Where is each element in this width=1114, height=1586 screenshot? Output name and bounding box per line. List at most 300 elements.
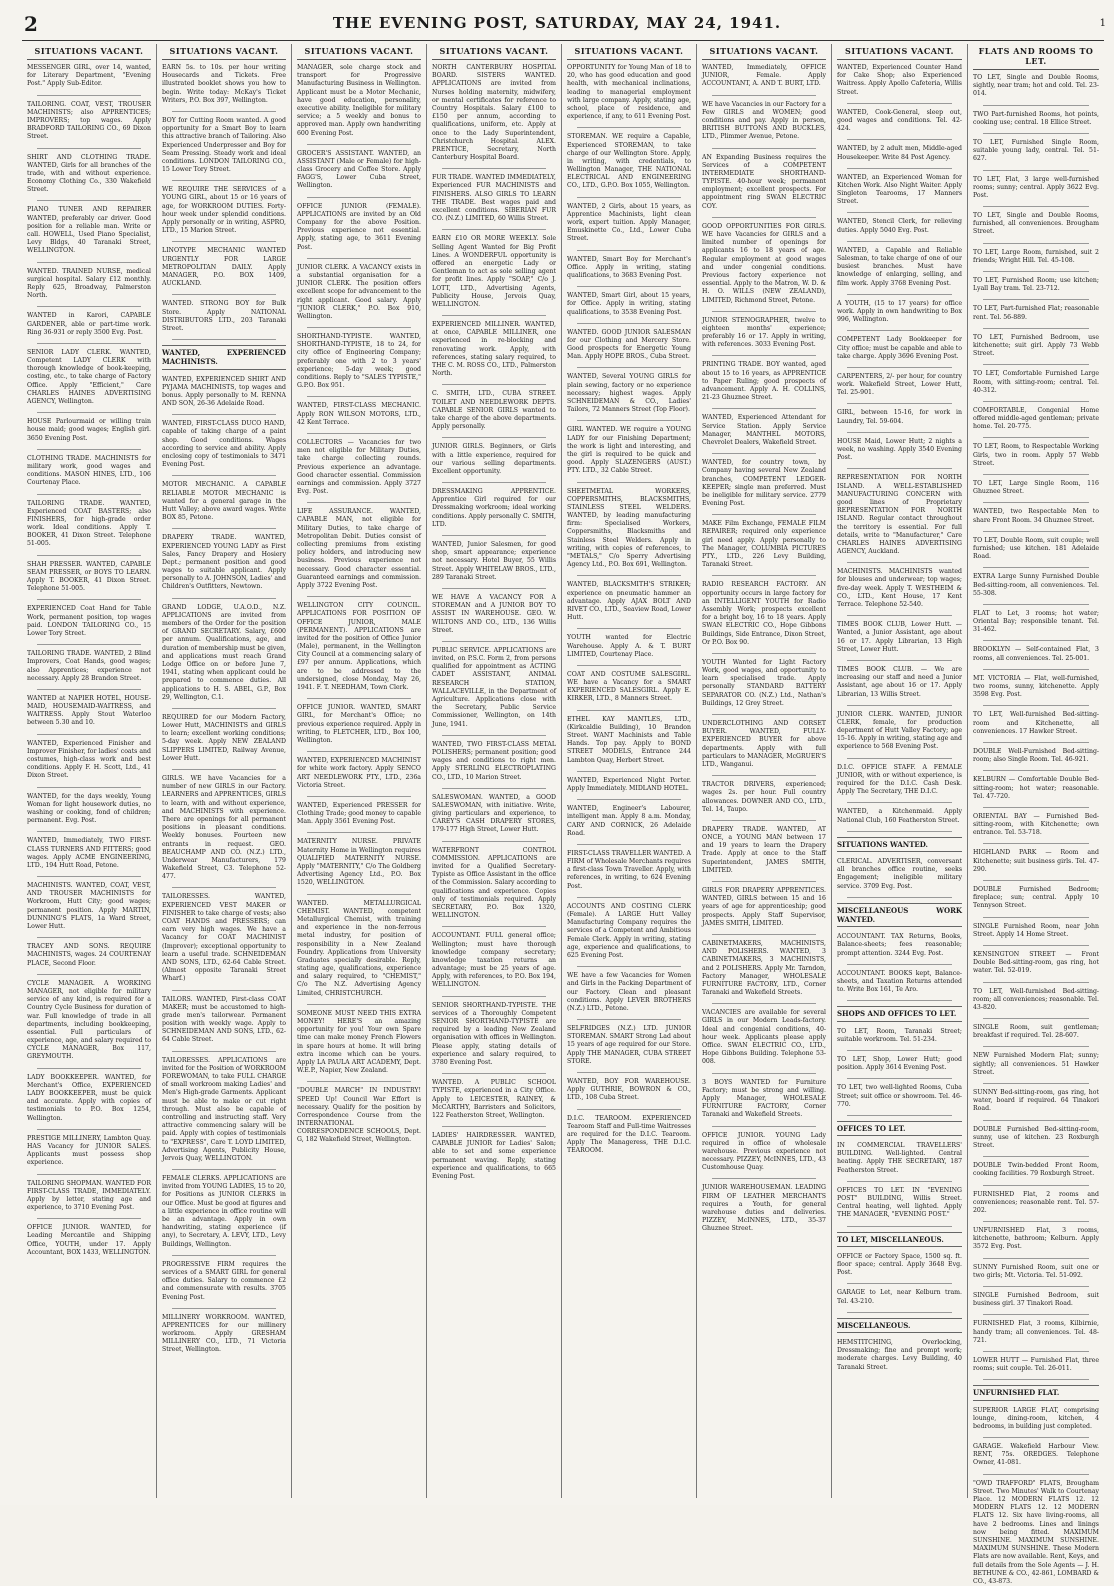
ad-separator: [172, 414, 276, 415]
classified-ad: CARPENTERS, 2/- per hour, for country work. Wakefield Street, Lower Hutt, Tel. 25-901.: [837, 372, 962, 397]
classified-ad: WANTED, TWO FIRST-CLASS METAL POLISHERS; permanent position; good wages and conditions to right men. Apply STERLING ELECTROPLATING CO., LTD., 10 Marion Street.: [432, 740, 556, 781]
classified-ad: TAILORING. COAT, VEST, TROUSER MACHINISTS; also APPRENTICES; IMPROVERS; top wages. Apply BRADFORD TAILORING CO., 69 Dixon Street.: [27, 100, 151, 141]
classified-ad: WANTED, Immediately, OFFICE JUNIOR, Female. Apply ACCOUNTANT, A. AND T. BURT, LTD.: [702, 64, 826, 88]
ad-separator: [983, 531, 1089, 532]
ad-separator: [847, 294, 952, 295]
classified-ad: DRAPERY TRADE. WANTED, AT ONCE, a YOUNG MAN between 17 and 19 years to learn the Drapery Trade. Apply at once to the Staff Superintendent, JAMES SMITH, LIMITED.: [702, 825, 826, 874]
ad-separator: [712, 653, 816, 654]
classified-ad: HEMSTITCHING, Overlocking, Dressmaking; fine and prompt work; moderate charges. Levy Building, 40 Taranaki Street.: [837, 1339, 962, 1371]
section-heading: SITUATIONS WANTED.: [837, 837, 962, 852]
ad-separator: [37, 1218, 141, 1219]
ad-separator: [172, 598, 276, 599]
classified-ad: HOUSE Parlourmaid or willing train house maid; good wages; English girl. 3650 Evening Post.: [27, 418, 151, 442]
column-5: [562, 44, 697, 1498]
ad-separator: [983, 982, 1089, 983]
classified-ad: JUNIOR GIRLS. Beginners, or Girls with a little experience, required for our various selling departments. Excellent opportunity.: [432, 443, 556, 475]
classified-ad: TO LET, Large Room, furnished, suit 2 friends; Wright Hill. Tel. 45-108.: [973, 248, 1099, 264]
classified-ad: REPRESENTATION FOR NORTH ISLAND. A WELL-ESTABLISHED MANUFACTURING CONCERN with good lines of Proprietary REPRESENTATION FOR NORTH ISLAND. Regular contact throughout the territory is essential. For full details, write to "Manufacturer," Care CHARLES HAINES ADVERTISING AGENCY, Auckland.: [837, 474, 962, 556]
classified-ad: FIRST-CLASS TRAVELLER WANTED. A FIRM of Wholesale Merchants requires a first-class Town Traveller. Apply, with references, in writing, to 624 Evening Post.: [567, 849, 691, 890]
classified-ad: HOUSE Maid, Lower Hutt; 2 nights a week, no washing. Apply 3540 Evening Post.: [837, 437, 962, 462]
ad-separator: [307, 596, 411, 597]
ad-separator: [307, 502, 411, 503]
classified-ad: WANTED, Cook-General, sleep out, good wages and conditions. Tel. 42-424.: [837, 108, 962, 133]
classified-ad: CABINETMAKERS, MACHINISTS, AND POLISHERS. WANTED, 3 CABINETMAKERS, 3 MACHINISTS, and 2 POLISHERS. Apply Mr. Tarndon, Factory Manager, WHOLESALE FURNITURE FACTORY, LTD., Corner Taranaki and Wakefield Streets.: [702, 939, 826, 997]
ad-separator: [983, 1258, 1089, 1259]
ad-separator: [712, 881, 816, 882]
classified-ad: COLLECTORS — Vacancies for two men not eligible for Military Duties, take charge collecting rounds. Previous experience an advantage. Good character essential. Commission earnings and commission. Apply 3727 Evg. Post.: [297, 438, 421, 496]
ad-separator: [442, 735, 546, 736]
ad-separator: [983, 1474, 1089, 1475]
ad-separator: [442, 641, 546, 642]
classified-ad: MT. VICTORIA — Flat, well-furnished, two rooms, sunny, kitchenette. Apply 3598 Evg. Post.: [973, 674, 1099, 699]
ad-separator: [983, 206, 1089, 207]
ad-separator: [307, 396, 411, 397]
classified-ad: TAILORESSES. APPLICATIONS are invited for the Position of WORKROOM FOREWOMAN, to take FULL CHARGE of small workroom making Ladies' and Men's High-grade Garments. Applicant must be able to make or cut right through. Must also be capable of controlling and instructing staff. Very attractive commencing salary will be paid. Apply with copies of testimonials to "EXPRESS", Care T. LOYD LIMITED, Advertising Agents, Publicity House, Jervois Quay, WELLINGTON.: [162, 1056, 286, 1162]
classified-ad: D.I.C. TEAROOM. EXPERIENCED Tearoom Staff and Full-time Waitresses are required for the D.I.C. Tearoom. Apply The Manageress, THE D.I.C. TEAROOM.: [567, 1114, 691, 1155]
section-heading: TO LET, MISCELLANEOUS.: [837, 1232, 962, 1247]
classified-ad: KENSINGTON STREET — Front Double Bed-sitting-room, gas ring, hot water. Tel. 52-019.: [973, 950, 1099, 975]
ad-separator: [37, 200, 141, 201]
ad-separator: [847, 103, 952, 104]
ad-separator: [577, 1109, 681, 1110]
classified-ad: JUNIOR STENOGRAPHER, twelve to eighteen months' experience; preferably 16 or 17. Apply in writing, with references. 3033 Evening Post.: [702, 316, 826, 349]
ad-separator: [847, 1078, 952, 1079]
ad-separator: [983, 604, 1089, 605]
classified-ad: TAILORS. WANTED, First-class COAT MAKER; must be accustomed to high-grade men's tailorwear. Permanent position with weekly wage. Apply to SCHNEIDEMAN AND SONS, LTD., 62-64 Cable Street.: [162, 995, 286, 1044]
classified-ad: TAILORING TRADE. WANTED, Experienced COAT BASTERS; also FINISHERS, for high-grade order work. Ideal conditions. Apply T. BOOKER, 41 Dixon Street. Telephone 51-005.: [27, 499, 151, 548]
classified-ad: PIANO TUNER AND REPAIRER WANTED, preferably car driver. Good position for a reliable man. Write or call. HOWELL, Used Piano Specialist, Levy Bldgs, 40 Taranaki Street, WELLINGTON.: [27, 206, 151, 255]
ad-separator: [847, 330, 952, 331]
corner-mark: 1: [1099, 18, 1106, 29]
classified-ad: GRAND LODGE, U.A.O.D., N.Z. APPLICATIONS are invited from members of the Order for the position of GRAND SECRETARY. Salary, £600 per annum. Qualifications, age, and duration of membership must be given, and applications must reach Grand Lodge Office on or before June 7, 1941, stating when applicant could be prepared to commence duties. All applications to H. S. ABEL, G.P., Box 29, Wellington, C.1.: [162, 603, 286, 701]
classified-ad: IN COMMERCIAL TRAVELLERS' BUILDING. Well-lighted. Central heating. Apply THE SECRETARY, 187 Featherston Street.: [837, 1142, 962, 1174]
classified-ad: DRESSMAKING APPRENTICE. Apprentice Girl required for our Dressmaking workroom; ideal working conditions. Apply personally C. SMITH, LTD.: [432, 488, 556, 528]
column-heading: SITUATIONS VACANT.: [297, 44, 421, 60]
classified-ad: YOUTH wanted for Electric Warehouse. Apply A. & T. BURT LIMITED, Courtenay Place.: [567, 634, 691, 658]
ad-separator: [577, 420, 681, 421]
column-8: [968, 44, 1104, 1585]
ad-separator: [307, 1004, 411, 1005]
ad-separator: [442, 926, 546, 927]
ad-separator: [442, 482, 546, 483]
ad-separator: [847, 432, 952, 433]
ad-separator: [712, 311, 816, 312]
ad-list: [432, 64, 556, 1181]
classified-ad: TIMES BOOK CLUB, Lower Hutt. — Wanted, a Junior Assistant, age about 16 or 17. Apply Librarian, 13 High Street, Lower Hutt.: [837, 621, 962, 653]
ad-separator: [847, 758, 952, 759]
ad-separator: [847, 1115, 952, 1116]
classified-ad: WANTED, 2 Girls, about 15 years, as Apprentice Machinists, light clean work, expert tuition. Apply Manager, Emuskinette Co., Ltd., Lower Cuba Street.: [567, 202, 691, 243]
ad-separator: [172, 887, 276, 888]
ad-separator: [712, 95, 816, 96]
classified-ad: TO LET, Well-furnished Bed-sitting-room; all conveniences; reasonable. Tel. 43-820.: [973, 987, 1099, 1011]
ad-separator: [37, 937, 141, 938]
classified-ad: SUNNY Bed-sitting-room, gas ring, hot water, board if required. 64 Tinakori Road.: [973, 1089, 1099, 1113]
classified-ad: PUBLIC SERVICE. APPLICATIONS are invited, on P.S.C. Form 2, from persons qualified for appointment as ACTING CADET ASSISTANT, ANIMAL RESEARCH STATION, WALLACEVILLE, in the Department of Agriculture. Applications close with the Secretary, Public Service Commissioner, Wellington, on 14th June, 1941.: [432, 646, 556, 728]
classified-ad: GROCER'S ASSISTANT. WANTED, an ASSISTANT (Male or Female) for high-class Grocery and Coffee Store. Apply FAGG'S, Lower Cuba Street, Wellington.: [297, 149, 421, 190]
ad-separator: [847, 241, 952, 242]
classified-ad: FURNISHED Flat, 2 rooms and conveniences; reasonable rent. Tel. 57-202.: [973, 1190, 1099, 1214]
ad-separator: [983, 133, 1089, 134]
ad-separator: [577, 897, 681, 898]
ad-separator: [307, 796, 411, 797]
ad-separator: [983, 1046, 1089, 1047]
ad-separator: [983, 669, 1089, 670]
ad-separator: [172, 990, 276, 991]
ad-separator: [577, 799, 681, 800]
classified-ad: SINGLE Furnished Room, near John Street. Apply 14 Home Street.: [973, 922, 1099, 938]
ad-separator: [307, 751, 411, 752]
classified-ad: SOMEONE MUST NEED THIS EXTRA MONEY! HERE'S an amazing opportunity for you! Your own Spare time can make money French Flowers in spare hours at home. It will bring extra income which can be yours. Apply LA PAULA ART ACADEMY, Dept. W.E.P., Napier, New Zealand.: [297, 1009, 421, 1075]
ad-separator: [307, 144, 411, 145]
column-heading: SITUATIONS VACANT.: [837, 44, 962, 60]
ad-separator: [442, 788, 546, 789]
ad-separator: [847, 897, 952, 898]
ad-separator: [847, 1283, 952, 1284]
classified-ad: TIMES BOOK CLUB. — We are increasing our staff and need a Junior Assistant, age about 16 or 17. Apply Librarian, 13 Willis Street.: [837, 665, 962, 698]
classified-ad: SENIOR LADY CLERK. WANTED, Competent LADY CLERK with thorough knowledge of book-keeping, costing, etc., to take charge of Factory Office. Apply "Efficient," Care CHARLES HAINES ADVERTISING AGENCY, Wellington.: [27, 348, 151, 405]
classified-ad: SALESWOMAN. WANTED, a GOOD SALESWOMAN, with initiative. Write, giving particulars and experience, to CAREY'S CASH DRAPERY STORES, 179-177 High Street, Lower Hutt.: [432, 793, 556, 834]
column-heading: SITUATIONS VACANT.: [162, 44, 286, 60]
classified-ad: EXTRA Large Sunny Furnished Double Bed-sitting-room, all conveniences. Tel. 55-308.: [973, 573, 1099, 597]
ad-separator: [847, 705, 952, 706]
classified-ad: WANTED, Stencil Clerk, for relieving duties. Apply 5040 Evg. Post.: [837, 218, 962, 234]
ad-separator: [577, 1019, 681, 1020]
ad-separator: [37, 555, 141, 556]
classified-ad: ACCOUNTANT. FULL general office; Wellington; must have thorough knowledge company secretary; knowledge taxation returns an advantage; must be 25 years of age. Apply, with references, to P.O. Box 194, WELLINGTON.: [432, 932, 556, 989]
ad-separator: [983, 1314, 1089, 1315]
classified-ad: SINGLE Furnished Bedroom, suit business girl. 37 Tinakori Road.: [973, 1292, 1099, 1308]
ad-separator: [847, 562, 952, 563]
ad-separator: [983, 945, 1089, 946]
ad-separator: [983, 299, 1089, 300]
classified-ad: COMPETENT Lady Bookkeeper for City office; must be capable and able to take charge. Apply 3696 Evening Post.: [837, 336, 962, 360]
ad-separator: [983, 917, 1089, 918]
ad-list: [702, 64, 826, 1234]
classified-ad: WANTED, Experienced PRESSER for Clothing Trade; good money to capable Man. Apply 3561 Evening Post.: [297, 801, 421, 826]
classified-ad: DOUBLE Well-Furnished Bed-sitting-room; also Single Room. Tel. 46-921.: [973, 747, 1099, 764]
classified-ad: SHEETMETAL WORKERS, COPPERSMITHS, BLACKSMITHS, STAINLESS STEEL WELDERS. WANTED, by leading manufacturing firm: Specialised Workers, Coppersmiths, Blacksmiths and Stainless Steel Welders. Apply in writing, with copies of references, to "METALS," C/o Sperry Advertising Agency Ltd., P.O. Box 691, Wellington.: [567, 487, 691, 569]
classified-ad: WANTED, BOY FOR WAREHOUSE. Apply GUTHRIE, BOWRON & CO., LTD., 108 Cuba Street.: [567, 1078, 691, 1102]
classified-ad: BOY for Cutting Room wanted. A good opportunity for a Smart Boy to learn this attractive branch of Tailoring. Also Experienced Underpresser and Boy for Seam Pressing. Steady work and ideal conditions. LONDON TAILORING CO., 15 Lower Tory Street.: [162, 116, 286, 174]
classified-ad: TO LET, Flat, 3 large well-furnished rooms; sunny; central. Apply 3622 Evg. Post.: [973, 175, 1099, 199]
ad-separator: [442, 535, 546, 536]
classified-ad: MANAGER, sole charge stock and transport for Progressive Manufacturing Business in Wellington. Applicant must be a Motor Mechanic, have good education, personality, executive ability. Ineligible for military service; a 5 weekly and bonus to approved man. Apply own handwriting 600 Evening Post.: [297, 64, 421, 137]
ad-separator: [712, 820, 816, 821]
ad-separator: [442, 315, 546, 316]
ad-separator: [983, 770, 1089, 771]
masthead-rule: [22, 40, 1104, 41]
ad-separator: [847, 139, 952, 140]
ad-separator: [577, 966, 681, 967]
classified-ad: BROOKLYN — Self-contained Flat, 3 rooms, all conveniences. Tel. 25-001.: [973, 646, 1099, 662]
classified-ad: LADIES' HAIRDRESSER. WANTED, CAPABLE JUNIOR for Ladies' Salon; able to set and some experience permanent waving. Reply, stating experience and qualifications, to 665 Evening Post.: [432, 1132, 556, 1180]
ad-list: [837, 64, 962, 1372]
classified-ad: WANTED. A PUBLIC SCHOOL TYPISTE, experienced in a City Office. Apply to LEICESTER, RAINEY, & McCARTHY, Barristers and Solicitors, 122 Featherston Street, Wellington.: [432, 1079, 556, 1119]
section-heading: WANTED, EXPERIENCED MACHINISTS.: [162, 345, 286, 369]
ad-separator: [577, 323, 681, 324]
classified-ad: MOTOR MECHANIC. A CAPABLE RELIABLE MOTOR MECHANIC is wanted for a general garage in the Hutt Valley; above award wages. Write BOX 85, Petone.: [162, 481, 286, 522]
ad-separator: [577, 771, 681, 772]
classified-ad: STOREMAN. WE require a Capable, Experienced STOREMAN, to take charge of our Wellington Store. Apply, in writing, with credentials, to Wellington Manager, THE NATIONAL ELECTRICAL AND ENGINEERING CO., LTD., G.P.O. Box 1055, Wellington.: [567, 133, 691, 190]
ad-separator: [172, 475, 276, 476]
classified-ad: MACHINISTS. MACHINISTS wanted for blouses and underwear; top wages; five-day week. Apply T. WESTHEIM & CO., LTD., Kent House, 17 Kent Terrace. Telephone 52-540.: [837, 568, 962, 608]
ad-separator: [983, 843, 1089, 844]
ad-separator: [983, 742, 1089, 743]
ad-separator: [37, 689, 141, 690]
classified-ad: TO LET, Furnished Bedroom, use kitchenette; suit girl. Apply 73 Webb Street.: [973, 333, 1099, 358]
ad-separator: [172, 1255, 276, 1256]
classified-ad: WANTED, two Respectable Men to share Front Room. 34 Ghuznee Street.: [973, 508, 1099, 524]
classified-ad: VACANCIES are available for several GIRLS in our Modern Leads-factory. Ideal and congenial conditions, 40-hour week. Applicants please apply Office. SWAN ELECTRIC CO., LTD., Hope Gibbons Building. Telephone 53-008.: [702, 1009, 826, 1066]
ad-separator: [172, 180, 276, 181]
classified-ad: NORTH CANTERBURY HOSPITAL BOARD. SISTERS WANTED. APPLICATIONS are invited from Nurses holding maternity, midwifery, or mental certificates for reference to Country Hospitals. Salary £100 to £150 per annum, according to qualifications, uniform, etc. Apply at once to the Lady Superintendent, Christchurch Hospital. ALEX. PRENTICE, Secretary, North Canterbury Hospital Board.: [432, 64, 556, 162]
classified-ad: TO LET, Single and Double Rooms, furnished, all conveniences. Brougham Street.: [973, 212, 1099, 236]
classified-ad: MESSENGER GIRL, over 14, wanted, for Literary Department, "Evening Post." Apply Sub-Editor.: [27, 64, 151, 88]
column-4: [427, 44, 562, 1498]
classified-ad: JUNIOR WAREHOUSEMAN. LEADING FIRM OF LEATHER MERCHANTS requires a Youth, for general warehouse duties and deliveries. PIZZEY, McINNES, LTD., 35-37 Ghuznee Street.: [702, 1184, 826, 1233]
ad-separator: [712, 514, 816, 515]
ad-separator: [577, 665, 681, 666]
ad-list: [567, 64, 691, 1156]
classified-ad: TO LET, Well-furnished Bed-sitting-room and Kitchenette, all conveniences. 17 Hawker Street.: [973, 711, 1099, 735]
ad-separator: [983, 401, 1089, 402]
ad-separator: [983, 705, 1089, 706]
classified-ad: ETHEL KAY MANTLES, LTD., (Kirkcaldie Building), 10 Brandon Street. WANT Machinists and Table Hands. Top pay. Apply to BOND STREET MODELS, Entrance 244 Lambton Quay, Herbert Street.: [567, 715, 691, 764]
section-heading: UNFURNISHED FLAT.: [973, 1385, 1099, 1400]
ad-separator: [37, 95, 141, 96]
classified-ad: FEMALE CLERKS. APPLICATIONS are invited from YOUNG LADIES, 15 to 20, for Positions as JUNIOR CLERKS in our Office. Must be good at figures and a little experience in office routine will be an advantage. Apply in own handwriting, stating experience (if any), to Secretary, A. LEVY, LTD., Levy Buildings, Wellington.: [162, 1175, 286, 1248]
classified-ad: PROGRESSIVE FIRM requires the services of a SMART GIRL for general office duties. Salary to commence £2 and commensurate with results. 3705 Evening Post.: [162, 1260, 286, 1301]
ad-separator: [847, 1000, 952, 1001]
ad-separator: [37, 412, 141, 413]
section-heading: OFFICES TO LET.: [837, 1121, 962, 1136]
ad-separator: [983, 1437, 1089, 1438]
classified-ad: TO LET, Comfortable Furnished Large Room, with sitting-room; central. Tel. 40-312.: [973, 370, 1099, 394]
classified-ad: WANTED, FIRST-CLASS DUCO HAND, capable of taking charge of a paint shop. Good conditions. Wages according to service and ability. Apply enclosing copy of testimonials to 3471 Evening Post.: [162, 420, 286, 469]
classified-ad: EARN 5s. to 10s. per hour writing Housecards and Tickets. Free illustrated booklet shows you how to begin. Write today: McKay's Ticket Writers, P.O. Box 397, Wellington.: [162, 64, 286, 104]
classified-ad: WANTED, EXPERIENCED SHIRT AND PYJAMA MACHINISTS, top wages and bonus. Apply personally to M. RENNA AND SON, 26-36 Adelaide Road.: [162, 375, 286, 408]
classified-ad: TAILORING TRADE. WANTED, 2 Blind Improvers, Coat Hands, good wages; also Apprentices; experience not necessary. Apply 28 Brandon Street.: [27, 650, 151, 682]
ad-separator: [983, 437, 1089, 438]
classified-ad: TO LET, Single and Double Rooms, sightly, near tram; hot and cold. Tel. 23-014.: [973, 74, 1099, 98]
classified-ad: COAT AND COSTUME SALESGIRL. WE have a Vacancy for a SMART EXPERIENCED SALESGIRL. Apply E. KIRKER, LTD., 8 Manners Street.: [567, 670, 691, 703]
classified-ad: WANTED, Engineer's Labourer, intelligent man. Apply 8 a.m. Monday, CARY AND CORNICK, 26 Adelaide Road.: [567, 805, 691, 837]
ad-separator: [983, 502, 1089, 503]
ad-separator: [37, 1068, 141, 1069]
classified-ad: OFFICE JUNIOR (FEMALE). APPLICATIONS are invited by an Old Company for the above Position. Previous experience not essential. Apply, stating age, to 3611 Evening Post.: [297, 202, 421, 251]
ad-separator: [37, 343, 141, 344]
classified-ad: WANTED. METALLURGICAL CHEMIST. WANTED, competent Metallurgical Chemist, with training and experience in the non-ferrous metal industry, for position of responsibility in a New Zealand Foundry. Applications from University Graduates specially desirable. Reply, stating age, qualifications, experience and salary required, to "CHEMIST," C/o The N.Z. Advertising Agency Limited, CHRISTCHURCH.: [297, 899, 421, 997]
ad-separator: [712, 453, 816, 454]
ad-separator: [172, 294, 276, 295]
classified-ad: SENIOR SHORTHAND-TYPISTE. THE services of a Thoroughly Competent SENIOR SHORTHAND-TYPISTE are required by a leading New Zealand organisation with offices in Wellington. Please apply, stating details of experience and salary required, to 3780 Evening Post.: [432, 1001, 556, 1066]
classified-ad: WANTED, Several YOUNG GIRLS for plain sewing, factory or no experience necessary; highest wages. Apply SCHNEIDEMAN & CO., Ladies' Tailors, 72 Manners Street (Top Floor).: [567, 373, 691, 414]
ad-separator: [307, 832, 411, 833]
ad-separator: [577, 482, 681, 483]
ad-separator: [712, 1003, 816, 1004]
classified-ad: CYCLE MANAGER. A WORKING MANAGER, not eligible for military service of any kind, is required for a Country Cycle Business for duration of war. Full knowledge of trade in all departments, including bookkeeping, essential. Full particulars of experience, age, and salary required to CYCLE MANAGER, Box 117, GREYMOUTH.: [27, 979, 151, 1061]
column-heading: SITUATIONS VACANT.: [432, 44, 556, 60]
classified-ad: A YOUTH, (15 to 17 years) for office work. Apply in own handwriting to Box 996, Wellington.: [837, 299, 962, 324]
ad-separator: [577, 127, 681, 128]
classified-ad: OFFICE JUNIOR. WANTED, for Leading Mercantile and Shipping Office, YOUTH, under 17. Apply Accountant, BOX 1433, WELLINGTON.: [27, 1224, 151, 1256]
classified-ad: "DOUBLE MARCH" IN INDUSTRY! SPEED Up! Council War Effort is necessary. Qualify for the position by Correspondence Course from the INTERNATIONAL CORRESPONDENCE SCHOOLS, Dept. G, 182 Wakefield Street, Wellington.: [297, 1087, 421, 1144]
ad-separator: [847, 1312, 952, 1313]
classified-ad: WANTED, Experienced Attendant for Service Station. Apply Service Manager, MANTHEL MOTORS, Chevrolet Dealers, Wakefield Street.: [702, 414, 826, 446]
ad-separator: [712, 934, 816, 935]
classified-ad: LINOTYPE MECHANIC WANTED URGENTLY FOR LARGE METROPOLITAN DAILY. Apply MANAGER, P.O. BOX 1409, AUCKLAND.: [162, 247, 286, 288]
classified-ad: MATERNITY NURSE. PRIVATE Maternity Home in Wellington requires QUALIFIED MATERNITY NURSE. Apply "MATERNITY," C/o The Goldberg Advertising Agency Ltd., P.O. Box 1520, WELLINGTON.: [297, 838, 421, 887]
section-heading: MISCELLANEOUS WORK WANTED.: [837, 903, 962, 927]
ad-separator: [847, 802, 952, 803]
classified-ad: SHORTHAND-TYPISTE. WANTED, SHORTHAND-TYPISTE, 18 to 24, for city office of Engineering Company; preferably one with 2 to 3 years' experience; 5-day week; good conditions. Reply to "SALES TYPISTE," G.P.O. Box 951.: [297, 333, 421, 390]
ad-separator: [307, 433, 411, 434]
classified-ad: TAILORESSES. WANTED, EXPERIENCED VEST MAKER or FINISHER to take charge of vests; also COAT HANDS and PRESSERS; can earn very high wages. We have a Vacancy for COAT MACHINIST (Improver); exceptional opportunity to learn a useful trade. SCHNEIDEMAN AND SONS, LTD., 62-64 Cable Street. (Almost opposite Taranaki Street Wharf.): [162, 893, 286, 983]
ad-separator: [712, 775, 816, 776]
classified-ad: EARN £10 OR MORE WEEKLY. Sole Selling Agent Wanted for Big Profit Lines. A WONDERFUL opportunity is offered an energetic Lady or Gentleman to act as sole selling agent for profit lines. Apply "SOAP," C/o J. LOTT, LTD., Advertising Agents, Publicity House, Jervois Quay, WELLINGTON.: [432, 235, 556, 308]
ad-separator: [37, 306, 141, 307]
classified-ad: ACCOUNTS AND COSTING CLERK (Female). A LARGE Hutt Valley Manufacturing Company requires the services of a Competent and Ambitious Female Clerk. Apply in writing, stating age, experience and qualifications, to 625 Evening Post.: [567, 902, 691, 959]
classified-ad: GIRL WANTED. WE require a YOUNG LADY for our Finishing Department; the work is light and interesting, and the girl is required to be quick and good. Apply SLAZENGERS (AUST.) PTY. LTD., 32 Cable Street.: [567, 426, 691, 475]
classified-ad: TO LET, Room, Taranaki Street; suitable workroom. Tel. 51-234.: [837, 1027, 962, 1043]
classified-ad: TWO Part-furnished Rooms, hot points, cooking use; central. 18 Ellice Street.: [973, 110, 1099, 126]
classified-ad: WANTED, Smart Boy for Merchant's Office. Apply in writing, stating qualifications, to 3683 Evening Post.: [567, 255, 691, 279]
ad-separator: [983, 1185, 1089, 1186]
classified-ad: WE have a few Vacancies for Women and Girls in the Packing Department of our Factory. Clean and pleasant conditions. Apply LEVER BROTHERS (N.Z.) LTD., Petone.: [567, 972, 691, 1012]
classified-ad: LIFE ASSURANCE. WANTED, CAPABLE MAN, not eligible for Military Duties, to take charge of Metropolitan Debit. Duties consist of collecting premiums from existing policy holders, and introducing new business. Previous experience not necessary. Good character essential. Guaranteed earnings and commission. Apply 3722 Evening Post.: [297, 508, 421, 589]
ad-separator: [983, 1351, 1089, 1352]
classified-ad: WANTED, Experienced Counter Hand for Cake Shop; also Experienced Waitress. Apply Apollo Cafeteria, Willis Street.: [837, 64, 962, 96]
classified-ad: TRACEY AND SONS. REQUIRE MACHINISTS, wages. 24 COURTENAY PLACE, Second Floor.: [27, 943, 151, 967]
ad-separator: [983, 1156, 1089, 1157]
ad-separator: [577, 1072, 681, 1073]
column-1: [22, 44, 157, 1498]
ad-separator: [983, 640, 1089, 641]
classified-ad: GARAGE. Wakefield Harbour View. RENT, 75s. OREDGES. Telephone Owner, 41-081.: [973, 1443, 1099, 1467]
ad-separator: [847, 1226, 952, 1227]
classified-ad: DRAPERY TRADE. WANTED, EXPERIENCED YOUNG LADY as First Sales, Fancy Drapery and Hosiery Dept.; permanent position and good wages to suitable applicant. Apply personally to A. JOHNSON, Ladies' and Children's Outfitters, Newtown.: [162, 534, 286, 591]
classified-ad: WANTED, for the days weekly, Young Woman for light housework duties, no washing or cooking, fond of children; permanent. Evg. Post.: [27, 792, 151, 825]
ad-separator: [307, 894, 411, 895]
classified-ad: GIRLS FOR DRAPERY APPRENTICES. WANTED, GIRLS between 15 and 16 years of age for apprenticeship; good prospects. Apply Staff Supervisor, JAMES SMITH, LIMITED.: [702, 887, 826, 927]
ad-separator: [37, 449, 141, 450]
classified-ad: WANTED. STRONG BOY for Bulk Store. Apply NATIONAL DISTRIBUTORS LTD., 203 Taranaki Street.: [162, 300, 286, 332]
classified-ad: KELBURN — Comfortable Double Bed-sitting-room; hot water; reasonable. Tel. 47-720.: [973, 776, 1099, 800]
columns-container: [22, 44, 1104, 1585]
classified-ad: EXPERIENCED MILLINER. WANTED, at once, CAPABLE MILLINER, one experienced in re-blocking and renovating work. Apply, with references, stating salary required, to THE C. M. ROSS CO., LTD., Palmerston North.: [432, 321, 556, 378]
classified-ad: TAILORING SHOPMAN. WANTED FOR FIRST-CLASS TRADE, IMMEDIATELY. Apply by letter, stating age and experience, to 3710 Evening Post.: [27, 1179, 151, 1212]
ad-separator: [172, 1169, 276, 1170]
ad-separator: [307, 197, 411, 198]
classified-ad: WANTED in Karori, CAPABLE GARDENER, able or part-time work. Ring 36-931 or reply 3500 Evg. Post.: [27, 312, 151, 336]
ad-separator: [712, 575, 816, 576]
ad-separator: [983, 105, 1089, 106]
ad-separator: [983, 1221, 1089, 1222]
ad-separator: [577, 628, 681, 629]
classified-ad: WANTED, EXPERIENCED MACHINIST for white work factory. Apply SENCO ART NEEDLEWORK PTY., LTD., 236a Victoria Street.: [297, 757, 421, 789]
ad-separator: [983, 880, 1089, 881]
ad-separator: [577, 575, 681, 576]
column-3: [292, 44, 427, 1498]
column-heading: SITUATIONS VACANT.: [567, 44, 691, 60]
classified-ad: TO LET, two well-lighted Rooms, Cuba Street; suit office or showroom. Tel. 46-770.: [837, 1084, 962, 1108]
classified-ad: "OWD TRAFFORD" FLATS, Brougham Street. Two Minutes' Walk to Courtenay Place. 12 MODERN FLATS 12. 12 MODERN FLATS 12. 12 MODERN FLATS 12. Six have living-rooms, all have 2 bedrooms. Lines and linings now being fitted. MAXIMUM SUNSHINE. MAXIMUM SUNSHINE. MAXIMUM SUNSHINE. These Modern Flats are now available. Rent, Keys, and full details from the Sole Agents — J. H. BETHUNE & CO., 42-861, LOMBARD & CO., 43-873.: [973, 1479, 1099, 1585]
column-7: [832, 44, 968, 1498]
ad-separator: [172, 528, 276, 529]
ad-list: [297, 64, 421, 1145]
ad-separator: [172, 339, 276, 340]
ad-separator: [983, 1018, 1089, 1019]
ad-separator: [983, 1379, 1089, 1380]
ad-separator: [847, 168, 952, 169]
classified-ad: LADY BOOKKEEPER. WANTED, for Merchant's Office, EXPERIENCED LADY BOOKKEEPER, must be quick and accurate. Apply with copies of testimonials to P.O. Box 1254, Wellington.: [27, 1073, 151, 1122]
classified-ad: FUR TRADE. WANTED IMMEDIATELY, Experienced FUR MACHINISTS and FINISHERS. ALSO GIRLS TO LEARN THE TRADE. Best wages paid and excellent conditions. SIBERIAN FUR CO. (N.Z.) LIMITED, 60 Willis Street.: [432, 174, 556, 223]
ad-separator: [847, 367, 952, 368]
ad-separator: [37, 831, 141, 832]
classified-ad: FURNISHED Flat, 3 rooms, Kilbirnie, handy tram; all conveniences. Tel. 48-721.: [973, 1320, 1099, 1344]
classified-ad: WANTED at NAPIER HOTEL, HOUSE-MAID, HOUSEMAID-WAITRESS, and WAITRESS. Apply Stout Waterloo between 5.30 and 10.: [27, 694, 151, 727]
ad-separator: [172, 708, 276, 709]
masthead: [0, 12, 1114, 38]
classified-ad: NEW Furnished Modern Flat; sunny; sightly; all conveniences. 51 Hawker Street.: [973, 1052, 1099, 1076]
classified-ad: JUNIOR CLERK. WANTED, JUNIOR CLERK, female, for production department of Hutt Valley Factory; age 15-16. Apply in writing, stating age and experience to 568 Evening Post.: [837, 710, 962, 751]
ad-separator: [847, 468, 952, 469]
ad-separator: [37, 644, 141, 645]
classified-ad: OPPORTUNITY for Young Man of 18 to 20, who has good education and good health, with mechanical inclinations, leading to managerial employment with large company. Apply, stating age, school, place of residence, and experience, if any, to 611 Evening Post.: [567, 64, 691, 121]
ad-separator: [847, 212, 952, 213]
ad-separator: [37, 1129, 141, 1130]
classified-ad: LOWER HUTT — Furnished Flat, three rooms; suit couple. Tel. 26-011.: [973, 1356, 1099, 1373]
classified-ad: WE have Vacancies in our Factory for a Few GIRLS and WOMEN; good conditions and pay. Apply in person, BRITISH BUTTONS AND BUCKLES, LTD., Plimmer Avenue, Petone.: [702, 100, 826, 141]
ad-separator: [983, 474, 1089, 475]
ad-separator: [172, 111, 276, 112]
classified-ad: TO LET, Furnished Room; use kitchen; Lyall Bay tram. Tel. 23-712.: [973, 277, 1099, 293]
ad-separator: [983, 364, 1089, 365]
section-heading: MISCELLANEOUS.: [837, 1318, 962, 1333]
classified-ad: SELFRIDGES (N.Z.) LTD. JUNIOR STOREMAN. SMART Strong Lad about 15 years of age required for our Store. Apply THE MANAGER, CUBA STREET STORE.: [567, 1025, 691, 1065]
ad-separator: [847, 1181, 952, 1182]
ad-separator: [37, 1174, 141, 1175]
classified-ad: ACCOUNTANT. BOOKS kept, Balance-sheets, and Taxation Returns attended to. Write Box 161, Te Aro.: [837, 969, 962, 994]
ad-separator: [442, 841, 546, 842]
ad-separator: [577, 250, 681, 251]
ad-separator: [847, 831, 952, 832]
classified-ad: UNFURNISHED Flat, 3 rooms, kitchenette, bathroom; Kelburn. Apply 3572 Evg. Post.: [973, 1227, 1099, 1251]
ad-separator: [307, 698, 411, 699]
classified-ad: WATERFRONT CONTROL COMMISSION. APPLICATIONS are invited for a Qualified Secretary-Typiste as Office Assistant in the office of the Commission. Salary according to qualifications and experience. Copies only of testimonials required. Apply SECRETARY, P.O. Box 1320, WELLINGTON.: [432, 846, 556, 920]
ad-separator: [37, 787, 141, 788]
classified-ad: WANTED. TRAINED NURSE, medical surgical hospital. Salary £12 monthly. Reply 625, Broadway, Palmerston North.: [27, 267, 151, 300]
classified-ad: WANTED, for country town, by Company having several New Zealand branches, COMPETENT LEDGER-KEEPER; single man preferred. Must be ineligible for military service. 2779 Evening Post.: [702, 459, 826, 508]
classified-ad: EXPERIENCED Coat Hand for Table Work, permanent position, top wages paid. LONDON TAILORING CO., 15 Lower Tory Street.: [27, 605, 151, 637]
classified-ad: HIGHLAND PARK — Room and Kitchenette; suit business girls. Tel. 47-290.: [973, 849, 1099, 873]
column-heading: SITUATIONS VACANT.: [27, 44, 151, 60]
classified-ad: FLAT to Let, 3 rooms; hot water; Oriental Bay; responsible tenant. Tel. 31-462.: [973, 609, 1099, 634]
classified-ad: TRACTOR DRIVERS, experienced; wages 2s. per hour. Full country allowances. DOWNER AND CO., LTD., Tel. 14, Taupo.: [702, 781, 826, 813]
ad-separator: [577, 197, 681, 198]
classified-ad: RADIO RESEARCH FACTORY. AN opportunity occurs in large factory for an INTELLIGENT YOUTH for Radio Assembly Work; prospects excellent for a bright boy, 16 to 18 years. Apply SWAN ELECTRIC CO., Hope Gibbons Buildings, Side Entrance, Dixon Street, Or P.O. Box 90.: [702, 581, 826, 646]
classified-ad: WANTED, Experienced Finisher and Improver Finisher, for ladies' coats and costumes, high-class work and best conditions. Apply F. H. Scott, Ltd., 41 Dixon Street.: [27, 739, 151, 780]
ad-separator: [442, 588, 546, 589]
classified-ad: OFFICE JUNIOR. WANTED, SMART GIRL, for Merchant's Office; no previous experience required. Apply in writing, to FLETCHER, LTD., Box 100, Wellington.: [297, 704, 421, 744]
classified-ad: JUNIOR CLERK. A VACANCY exists in a substantial organisation for a JUNIOR CLERK. The position offers excellent scope for advancement to the right applicant. Good salary. Apply "JUNIOR CLERK," P.O. Box 910, Wellington.: [297, 263, 421, 320]
ad-separator: [307, 327, 411, 328]
ad-separator: [847, 615, 952, 616]
classified-ad: WANTED, FIRST-CLASS MECHANIC. Apply RON WILSON MOTORS, LTD., 42 Kent Terrace.: [297, 402, 421, 426]
ad-separator: [37, 734, 141, 735]
ad-separator: [172, 1308, 276, 1309]
